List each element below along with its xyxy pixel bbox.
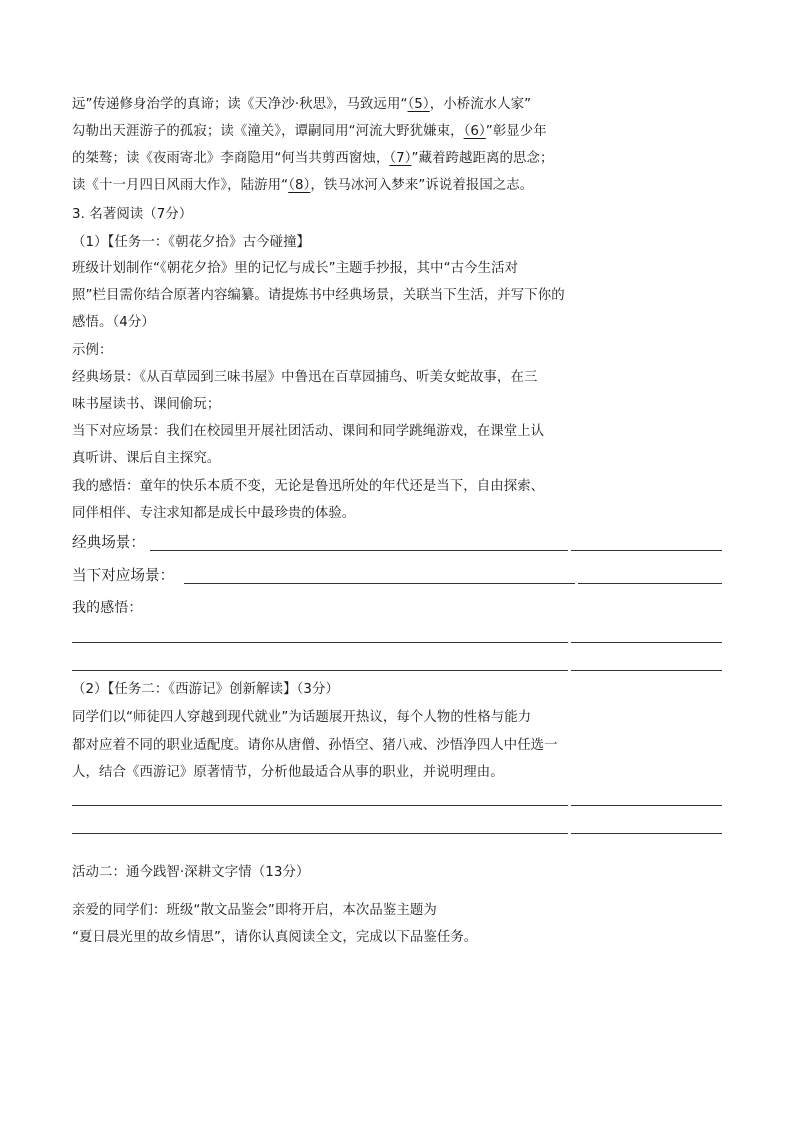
feeling-label: 我的感悟： bbox=[72, 600, 143, 616]
example-line: 当下对应场景：我们在校园里开展社团活动、课间和同学跳绳游戏，在课堂上认 bbox=[72, 424, 545, 439]
question-3-heading: 3. 名著阅读（7分） bbox=[72, 207, 193, 222]
feeling-answer-line-1-ext[interactable] bbox=[571, 642, 722, 643]
feeling-answer-line-2[interactable] bbox=[72, 670, 568, 671]
task-1-heading: （1）【任务一：《朝花夕拾》古今碰撞】 bbox=[72, 235, 311, 250]
task-2-desc-line: 人，结合《西游记》原著情节，分析他最适合从事的职业，并说明理由。 bbox=[72, 765, 504, 780]
poem-line-4 bbox=[72, 177, 533, 195]
example-line: 真听讲、课后自主探究。 bbox=[72, 451, 221, 466]
feeling-answer-line-1[interactable] bbox=[72, 642, 568, 643]
task-1-desc-line: 感悟。（4分） bbox=[72, 315, 155, 330]
task-2-answer-line-2[interactable] bbox=[72, 833, 568, 834]
task-2-desc-line: 都对应着不同的职业适配度。请你从唐僧、孙悟空、猪八戒、沙悟净四人中任选一 bbox=[72, 738, 558, 753]
text-segment: 远”传递修身治学的真谛；读《天净沙·秋思》，马致远用“ bbox=[72, 97, 408, 112]
activity-2-intro-line: 亲爱的同学们：班级“散文品鉴会”即将开启，本次品鉴主题为 bbox=[72, 903, 437, 918]
feeling-answer-line-2-ext[interactable] bbox=[571, 670, 722, 671]
classic-scene-answer-line-ext[interactable] bbox=[571, 550, 722, 551]
task-2-answer-line-2-ext[interactable] bbox=[571, 833, 722, 834]
task-2-answer-line-1-ext[interactable] bbox=[571, 805, 722, 806]
task-2-desc-line: 同学们以“师徒四人穿越到现代就业”为话题展开热议，每个人物的性格与能力 bbox=[72, 710, 532, 725]
text-segment: ，铁马冰河入梦来”诉说着报国之志。 bbox=[310, 178, 534, 193]
task-2-answer-line-1[interactable] bbox=[72, 805, 568, 806]
blank-7[interactable]: （7） bbox=[389, 151, 412, 166]
activity-2-intro-line: “夏日晨光里的故乡情思”，请你认真阅读全文，完成以下品鉴任务。 bbox=[72, 930, 478, 945]
task-2-heading: （2）【任务二：《西游记》创新解读】（3分） bbox=[72, 682, 339, 697]
text-segment: 勾勒出天涯游子的孤寂；读《潼关》，谭嗣同用“河流大野犹嫌束， bbox=[72, 124, 464, 139]
example-line: 同伴相伴、专注求知都是成长中最珍贵的体验。 bbox=[72, 506, 356, 521]
blank-8[interactable]: （8） bbox=[288, 178, 311, 193]
example-line: 我的感悟：童年的快乐本质不变，无论是鲁迅所处的年代还是当下，自由探索、 bbox=[72, 479, 545, 494]
blank-6[interactable]: （6） bbox=[463, 124, 486, 139]
task-1-desc-line: 班级计划制作“《朝花夕拾》里的记忆与成长”主题手抄报，其中“古今生活对 bbox=[72, 261, 519, 276]
current-scene-answer-line-ext[interactable] bbox=[578, 583, 722, 584]
text-segment: ”彰显少年 bbox=[485, 124, 547, 139]
poem-line-2 bbox=[72, 123, 547, 141]
text-segment: 的桀骜；读《夜雨寄北》李商隐用“何当共剪西窗烛， bbox=[72, 151, 390, 166]
example-label: 示例： bbox=[72, 343, 113, 358]
classic-scene-label: 经典场景： bbox=[72, 534, 145, 551]
example-line: 经典场景：《从百草园到三味书屋》中鲁迅在百草园捕鸟、听美女蛇故事，在三 bbox=[72, 370, 538, 385]
task-1-desc-line: 照”栏目需你结合原著内容编纂。请提炼书中经典场景，关联当下生活，并写下你的 bbox=[72, 288, 565, 303]
blank-5[interactable]: （5） bbox=[407, 97, 430, 112]
example-line: 味书屋读书、课间偷玩； bbox=[72, 397, 221, 412]
text-segment: 读《十一月四日风雨大作》，陆游用“ bbox=[72, 178, 289, 193]
text-segment: ”藏着跨越距离的思念； bbox=[411, 151, 554, 166]
classic-scene-answer-line[interactable] bbox=[150, 550, 568, 551]
activity-2-heading: 活动二：通今践智·深耕文字情（13分） bbox=[72, 865, 310, 880]
current-scene-answer-line[interactable] bbox=[184, 583, 575, 584]
current-scene-label: 当下对应场景： bbox=[72, 567, 175, 584]
poem-line-1 bbox=[72, 96, 531, 114]
text-segment: ，小桥流水人家” bbox=[429, 97, 532, 112]
poem-line-3 bbox=[72, 150, 553, 168]
